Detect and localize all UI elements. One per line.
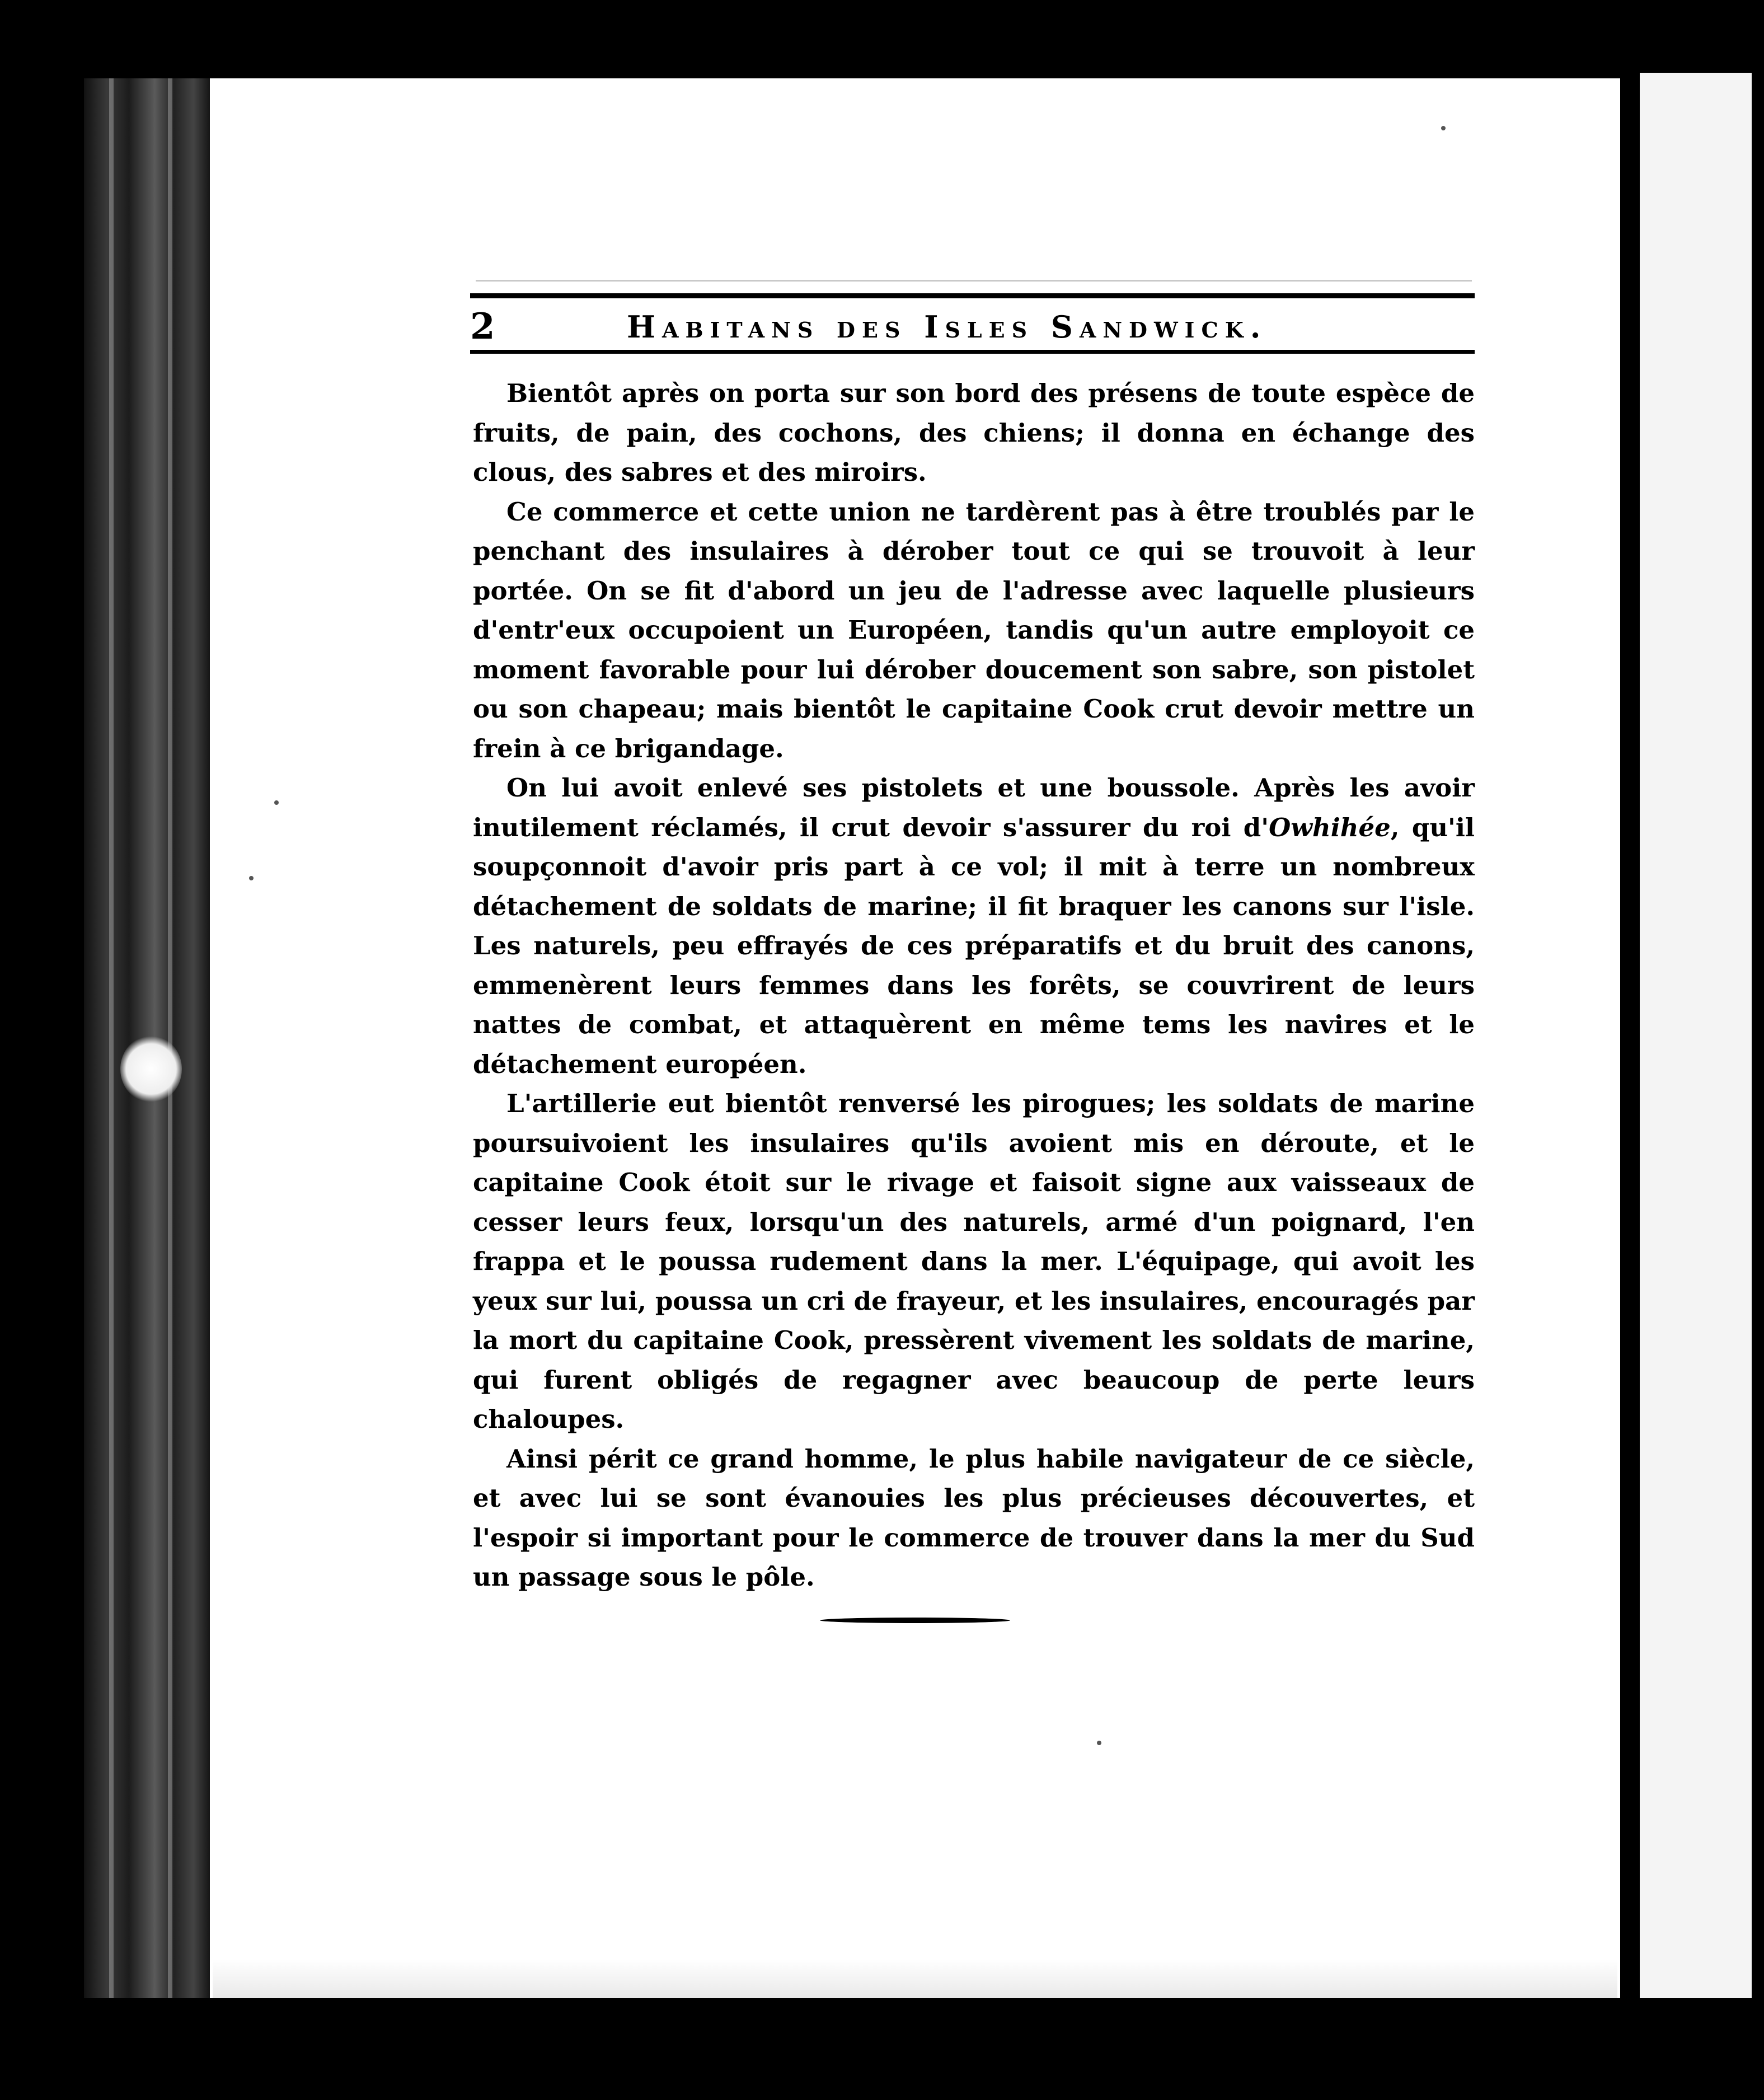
paragraph: L'artillerie eut bientôt renversé les pirogues; les soldats de marine poursuivoient les insulaires qu'ils avoient mis en déroute, et le capitaine Cook étoit sur le rivage et faisoit signe aux vaisseaux de cesser leurs feux, lorsqu'un des naturels, armé d'un poignard, l'en frappa et le poussa rudement dans la mer. L'équipage, qui avoit les yeux sur lui, poussa un cri de frayeur, et les insulaires, encouragés par la mort du capitaine Cook, pressèrent vivement les soldats de marine, qui furent obligés de regagner avec beaucoup de perte leurs chaloupes.: [473, 1089, 1475, 1434]
paragraph: Bientôt après on porta sur son bord des présens de toute espèce de fruits, de pain, des cochons, des chiens; il donna en échange des clous, des sabres et des miroirs.: [473, 378, 1475, 487]
binding-highlight: [109, 78, 114, 1998]
ink-speck: [249, 876, 254, 880]
ink-speck: [1441, 126, 1446, 130]
paragraph: Ainsi périt ce grand homme, le plus habile navigateur de ce siècle, et avec lui se sont évanouies les plus précieuses découvertes, et l'espoir si important pour le commerce de trouver dans la mer du Sud un passage sous le pôle.: [473, 1443, 1475, 1592]
facing-page-edge: [1640, 73, 1752, 1998]
paragraph-text: , qu'il soupçonnoit d'avoir pris part à ce vol; il mit à terre un nombreux détachement de soldats de marine; il fit braquer les canons sur l'isle. Les naturels, peu effrayés de ces préparatifs et du bruit des canons, emmenèrent leurs femmes dans les forêts, se couvrirent de leurs nattes de combat, et attaquèrent en même tems les navires et le détachement européen.: [473, 812, 1475, 1079]
header-top-rule: [470, 293, 1475, 298]
paragraph-text: Après les avoir inutilement réclamés, il crut devoir s'assurer du roi d': [473, 773, 1475, 842]
binding-highlight: [168, 78, 172, 1998]
page-gutter: [1620, 78, 1640, 1998]
page-number: 2: [470, 306, 495, 348]
paper-stain: [120, 1035, 182, 1103]
page-bottom-shadow: [213, 1959, 1617, 1998]
place-name: Owhihée: [1269, 812, 1391, 842]
ink-speck: [274, 800, 279, 805]
body-text: [473, 374, 1475, 1597]
paragraph: Ce commerce et cette union ne tardèrent pas à être troublés par le penchant des insulaires à dérober tout ce qui se trouvoit à leur portée. On se fit d'abord un jeu de l'adresse avec laquelle plusieurs d'entr'eux occupoient un Européen, tandis qu'un autre employoit ce moment favorable pour lui dérober doucement son sabre, son pistolet ou son chapeau; mais bientôt le capitaine Cook crut devoir mettre un frein à ce brigandage.: [473, 496, 1475, 763]
end-ornament: [820, 1618, 1010, 1623]
paragraph: [473, 768, 1475, 1084]
bleed-through-rule: [476, 280, 1472, 282]
paragraph-lead: On lui avoit enlevé ses pistolets et une boussole.: [506, 773, 1240, 803]
ink-speck: [1097, 1741, 1101, 1745]
running-header: [470, 305, 1475, 349]
running-title: Habitans des Isles Sandwick.: [627, 309, 1268, 345]
header-bottom-rule: [470, 350, 1475, 354]
